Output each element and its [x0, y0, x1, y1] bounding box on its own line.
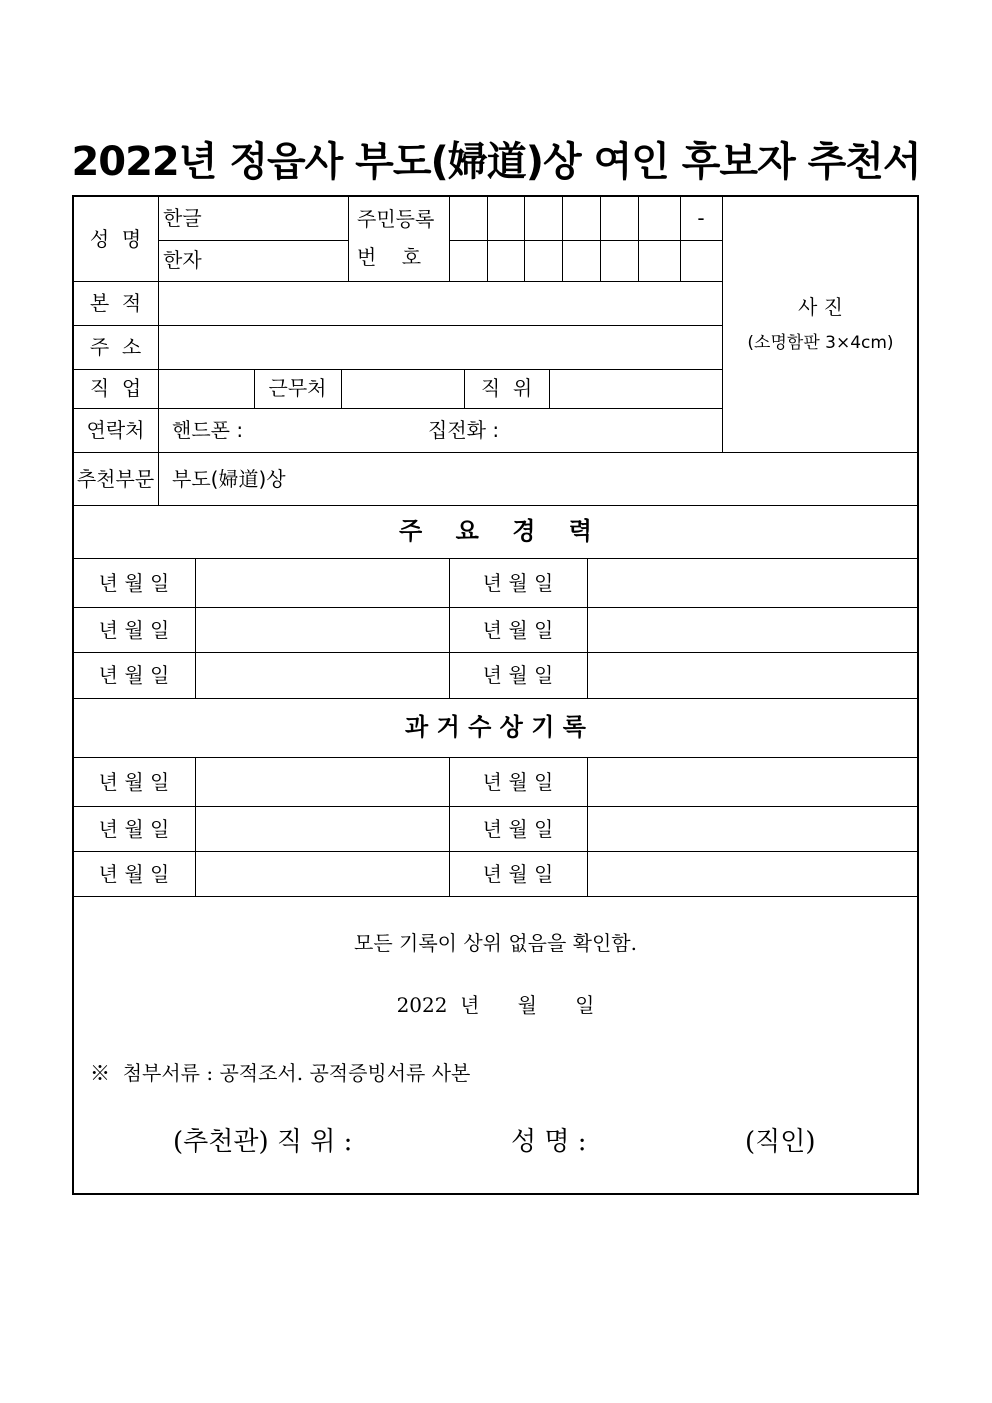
career-entry-field[interactable]: [588, 559, 918, 607]
category-label: 추천부문: [76, 467, 155, 491]
photo-label: 사 진: [798, 295, 843, 319]
grid-line: [73, 408, 722, 409]
rrn-digit-cell[interactable]: [563, 241, 600, 281]
award-date-label: 년 월 일: [98, 817, 170, 841]
career-entry-field[interactable]: [588, 653, 918, 698]
confirmation-statement: 모든 기록이 상위 없음을 확인함.: [354, 931, 637, 955]
award-date-label: 년 월 일: [482, 770, 554, 794]
origin-field[interactable]: [159, 282, 722, 325]
rrn-digit-cell[interactable]: [639, 241, 680, 281]
career-entry-field[interactable]: [196, 559, 449, 607]
award-entry-field[interactable]: [196, 807, 449, 851]
address-label: 주 소: [89, 335, 142, 359]
career-date-label: 년 월 일: [482, 618, 554, 642]
award-entry-field[interactable]: [196, 758, 449, 806]
award-date-label: 년 월 일: [98, 770, 170, 794]
grid-line: [722, 196, 723, 452]
position-field[interactable]: [550, 370, 722, 408]
career-heading: 주 요 경 력: [398, 517, 592, 545]
hangul-label: 한글: [163, 206, 202, 230]
award-entry-field[interactable]: [588, 852, 918, 896]
career-entry-field[interactable]: [588, 608, 918, 652]
category-value: 부도(婦道)상: [172, 467, 286, 491]
career-date-label: 년 월 일: [98, 571, 170, 595]
award-date-label: 년 월 일: [482, 862, 554, 886]
origin-label: 본 적: [89, 291, 142, 315]
award-entry-field[interactable]: [196, 852, 449, 896]
recommender-position-label: (추천관) 직 위 :: [173, 1127, 353, 1157]
award-entry-field[interactable]: [588, 758, 918, 806]
photo-size-note: (소명함판 3×4cm): [747, 333, 894, 353]
grid-line: [158, 240, 349, 241]
document-title: 2022년 정읍사 부도(婦道)상 여인 후보자 추천서: [71, 139, 921, 185]
attachments-note: ※ 첨부서류 : 공적조서. 공적증빙서류 사본: [90, 1061, 471, 1085]
rrn-digit-cell[interactable]: [681, 241, 722, 281]
address-field[interactable]: [159, 326, 722, 369]
seal-label: (직인): [745, 1127, 816, 1157]
grid-line: [73, 505, 918, 506]
rrn-digit-cell[interactable]: [450, 197, 487, 240]
rrn-label-line1: 주민등록: [357, 207, 435, 231]
career-date-label: 년 월 일: [482, 571, 554, 595]
hanja-label: 한자: [163, 248, 202, 272]
job-field[interactable]: [159, 370, 254, 408]
grid-line: [73, 452, 918, 453]
date-line: 2022 년 월 일: [396, 993, 595, 1017]
workplace-field[interactable]: [342, 370, 464, 408]
rrn-digit-cell[interactable]: [488, 241, 524, 281]
rrn-digit-cell[interactable]: [525, 197, 562, 240]
career-date-label: 년 월 일: [98, 618, 170, 642]
awards-heading: 과 거 수 상 기 록: [405, 713, 586, 741]
contact-label: 연락처: [86, 418, 145, 442]
award-date-label: 년 월 일: [98, 862, 170, 886]
rrn-digit-cell[interactable]: [450, 241, 487, 281]
rrn-label-line2: 번 호: [357, 245, 422, 269]
career-entry-field[interactable]: [196, 608, 449, 652]
position-label: 직 위: [480, 376, 533, 400]
grid-line: [73, 698, 918, 699]
grid-line: [348, 196, 349, 282]
recommender-name-label: 성 명 :: [511, 1127, 587, 1157]
rrn-digit-cell[interactable]: [563, 197, 600, 240]
career-date-label: 년 월 일: [98, 663, 170, 687]
rrn-digit-cell[interactable]: [601, 241, 638, 281]
rrn-digit-cell[interactable]: [525, 241, 562, 281]
mobile-label: 핸드폰 :: [172, 418, 244, 442]
rrn-digit-cell[interactable]: [488, 197, 524, 240]
rrn-digit-cell[interactable]: [639, 197, 680, 240]
grid-line: [73, 896, 918, 897]
home-phone-label: 집전화 :: [428, 418, 500, 442]
name-label: 성 명: [89, 227, 142, 251]
award-entry-field[interactable]: [588, 807, 918, 851]
career-date-label: 년 월 일: [482, 663, 554, 687]
award-date-label: 년 월 일: [482, 817, 554, 841]
career-entry-field[interactable]: [196, 653, 449, 698]
job-label: 직 업: [89, 376, 142, 400]
rrn-digit-cell[interactable]: [601, 197, 638, 240]
workplace-label: 근무처: [268, 376, 327, 400]
rrn-dash: -: [697, 206, 705, 230]
